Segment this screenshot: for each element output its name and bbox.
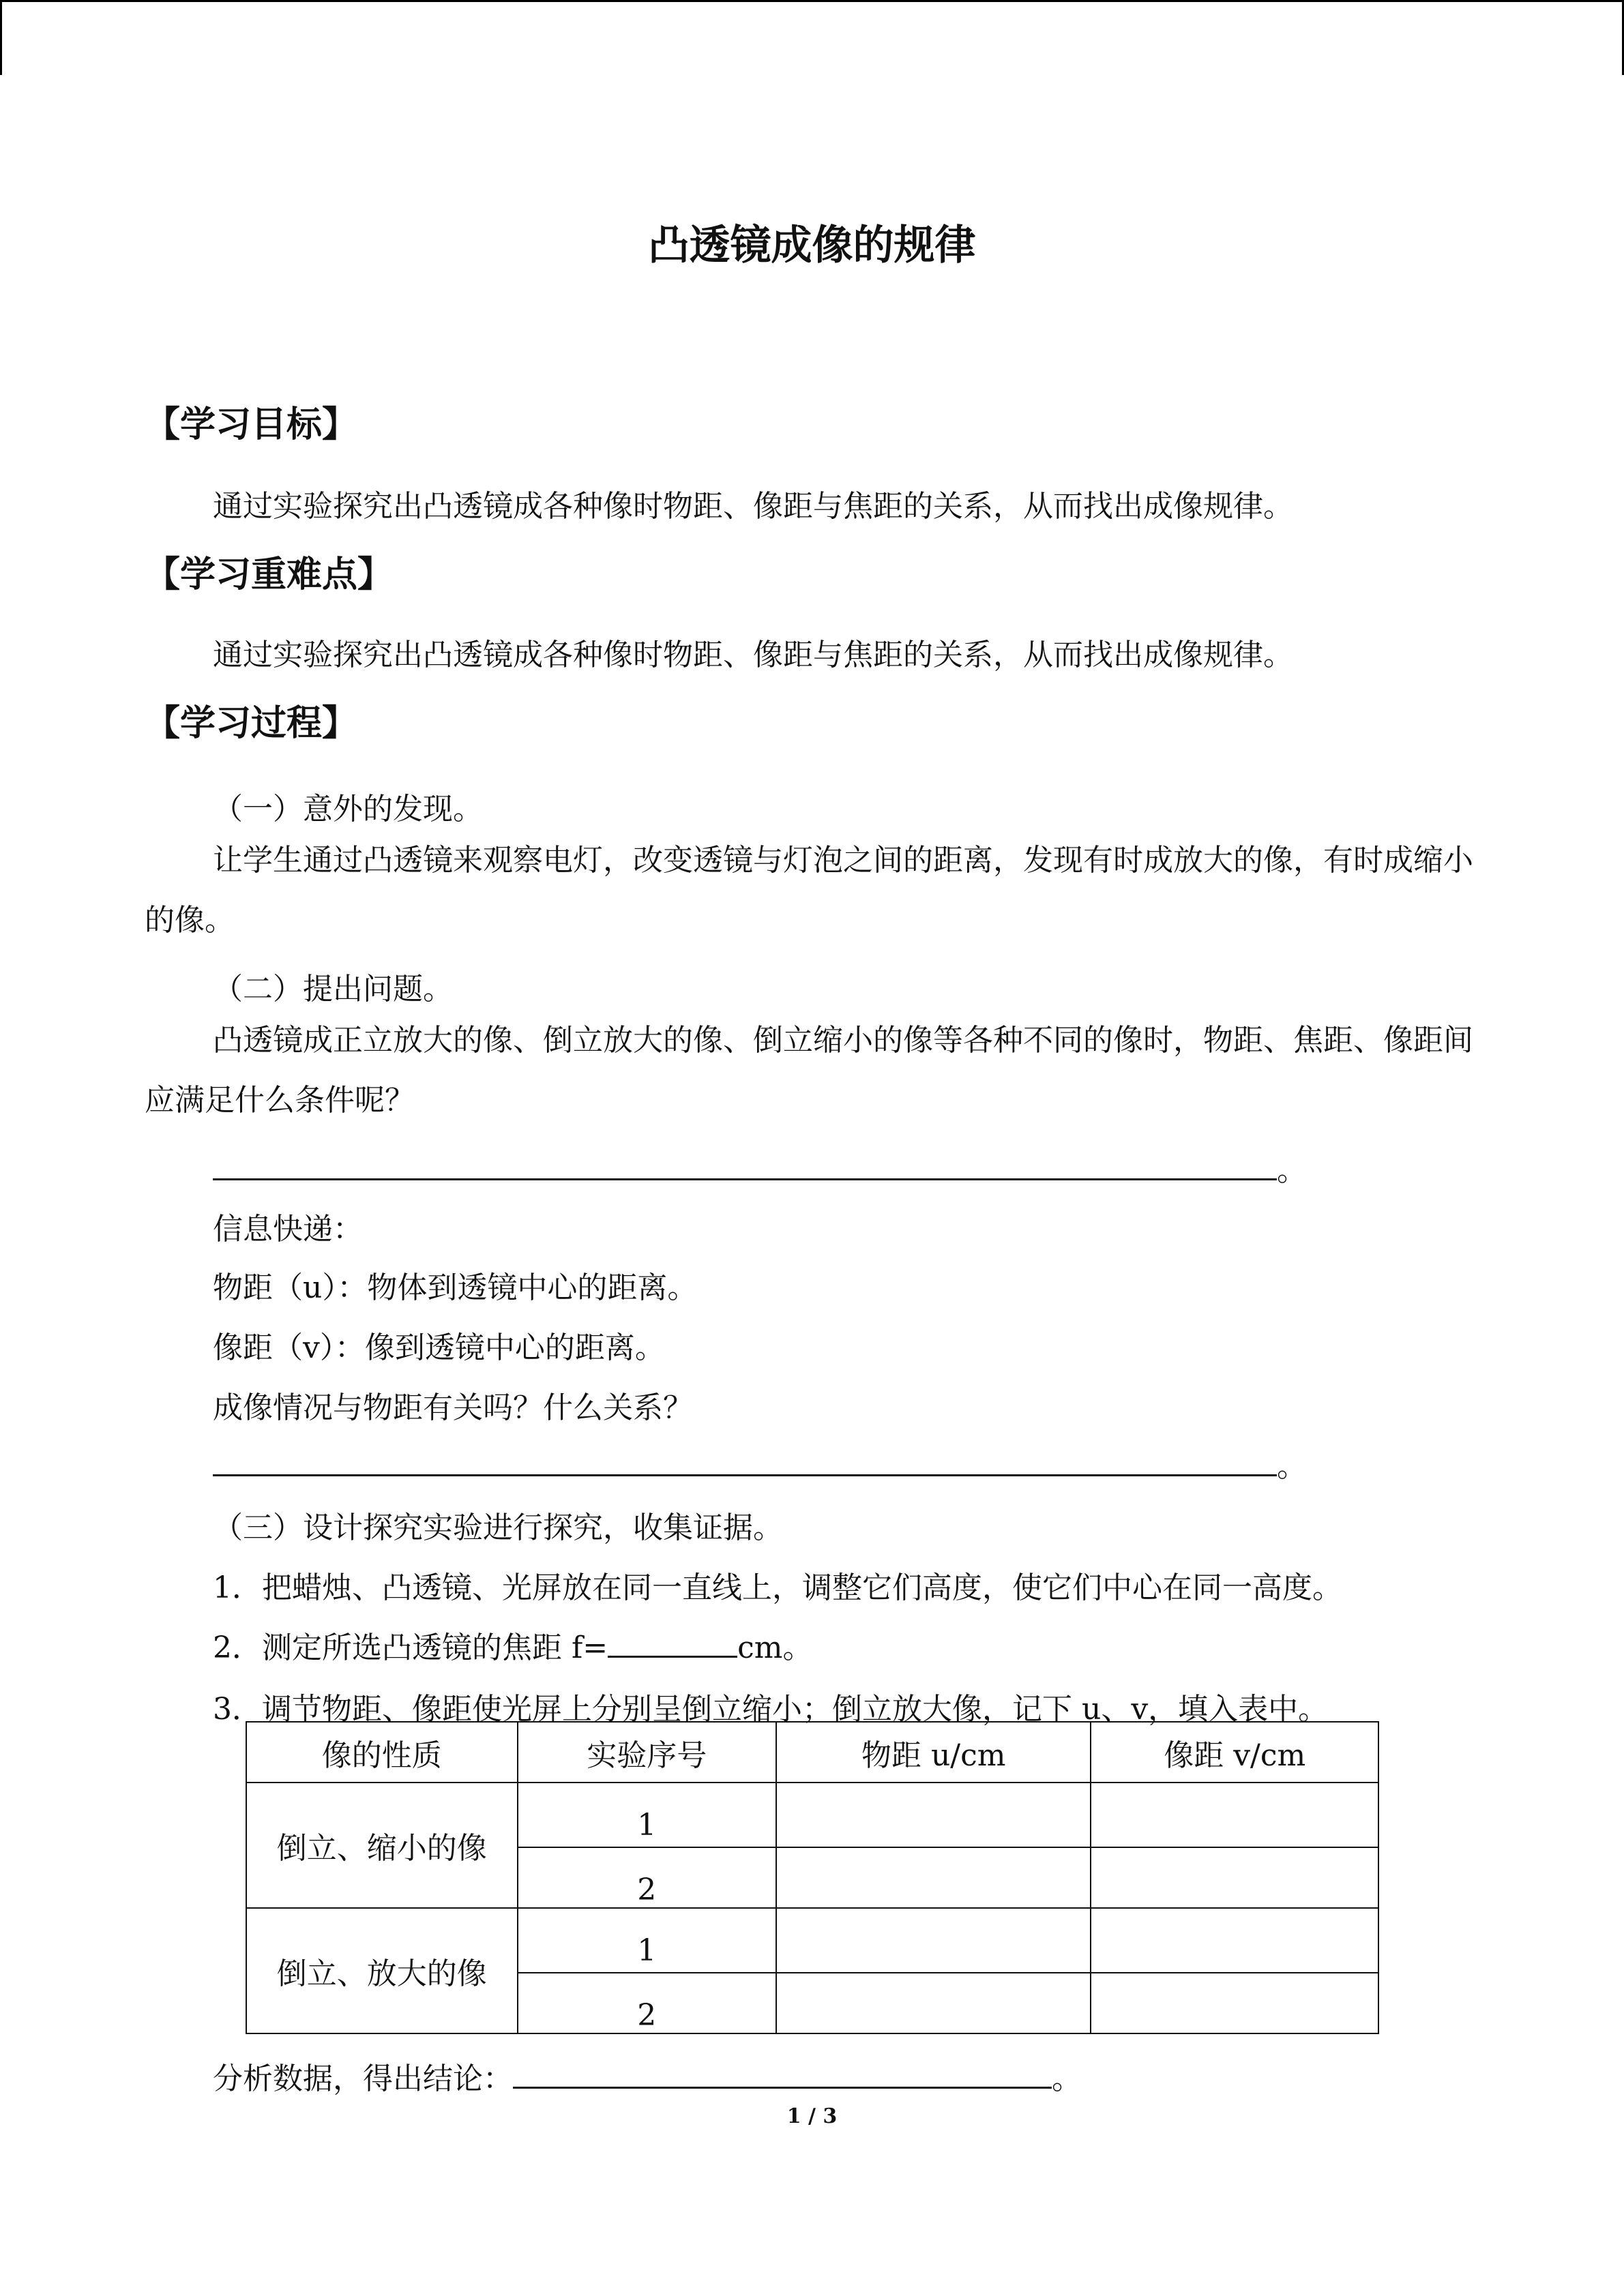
object-distance-cell[interactable] (776, 1847, 1091, 1908)
question-text: 成像情况与物距有关吗？什么关系？ (213, 1390, 693, 1425)
experiment-table (246, 1721, 1379, 2034)
header-trial-number: 实验序号 (518, 1722, 776, 1783)
key-points-heading: 【学习重难点】 (145, 554, 394, 595)
image-distance-cell[interactable] (1091, 1783, 1378, 1847)
step-2: 2．测定所选凸透镜的焦距 f= cm。 (213, 1623, 813, 1667)
header-image-distance: 像距 v/cm (1091, 1722, 1378, 1783)
image-distance-cell[interactable] (1091, 1973, 1378, 2033)
header-image-nature: 像的性质 (246, 1722, 518, 1783)
object-distance-cell[interactable] (776, 1908, 1091, 1973)
info-title: 信息快递： (213, 1212, 363, 1247)
trial-number: 2 (518, 1973, 776, 2033)
left-border-line (0, 0, 2, 75)
goal-heading: 【学习目标】 (145, 404, 358, 445)
step-1: 1．把蜡烛、凸透镜、光屏放在同一直线上，调整它们高度，使它们中心在同一高度。 (213, 1570, 1342, 1605)
answer-blank-1[interactable]: 。 (213, 1146, 1307, 1189)
focal-length-blank[interactable] (608, 1628, 737, 1658)
trial-number: 1 (518, 1908, 776, 1973)
part1-text: 让学生通过凸透镜来观察电灯，改变透镜与灯泡之间的距离，发现有时成放大的像，有时成缩小的像。 (145, 843, 1473, 938)
conclusion-blank[interactable] (513, 2059, 1052, 2089)
image-distance-cell[interactable] (1091, 1908, 1378, 1973)
part2-title: （二）提出问题。 (213, 972, 453, 1007)
part3-title: （三）设计探究实验进行探究，收集证据。 (213, 1510, 783, 1545)
conclusion-label: 分析数据，得出结论： (213, 2061, 513, 2096)
image-distance-cell[interactable] (1091, 1847, 1378, 1908)
table-header-row (246, 1722, 1378, 1783)
trial-number: 2 (518, 1847, 776, 1908)
group-label-enlarged: 倒立、放大的像 (246, 1908, 518, 2033)
object-distance-cell[interactable] (776, 1973, 1091, 2033)
header-object-distance: 物距 u/cm (776, 1722, 1091, 1783)
info-image-distance: 像距（v）：像到透镜中心的距离。 (213, 1330, 665, 1365)
answer-blank-2[interactable]: 。 (213, 1442, 1307, 1485)
top-border-line (0, 0, 1624, 2)
trial-number: 1 (518, 1783, 776, 1847)
part2-text: 凸透镜成正立放大的像、倒立放大的像、倒立缩小的像等各种不同的像时，物距、焦距、像距间应满足什么条件呢？ (145, 1023, 1473, 1118)
object-distance-cell[interactable] (776, 1783, 1091, 1847)
key-points-text: 通过实验探究出凸透镜成各种像时物距、像距与焦距的关系，从而找出成像规律。 (213, 638, 1293, 672)
goal-text: 通过实验探究出凸透镜成各种像时物距、像距与焦距的关系，从而找出成像规律。 (213, 489, 1293, 524)
step-3: 3．调节物距、像距使光屏上分别呈倒立缩小；倒立放大像，记下 u、v，填入表中。 (213, 1692, 1329, 1727)
group-label-reduced: 倒立、缩小的像 (246, 1783, 518, 1908)
conclusion-line: 分析数据，得出结论： 。 (213, 2054, 1082, 2098)
table-row (246, 1908, 1378, 1973)
part1-title: （一）意外的发现。 (213, 792, 483, 826)
page-title: 凸透镜成像的规律 (648, 222, 976, 269)
page-number: 1 / 3 (786, 2104, 838, 2128)
process-heading: 【学习过程】 (145, 703, 358, 744)
table-row (246, 1783, 1378, 1847)
info-object-distance: 物距（u）：物体到透镜中心的距离。 (213, 1270, 698, 1305)
